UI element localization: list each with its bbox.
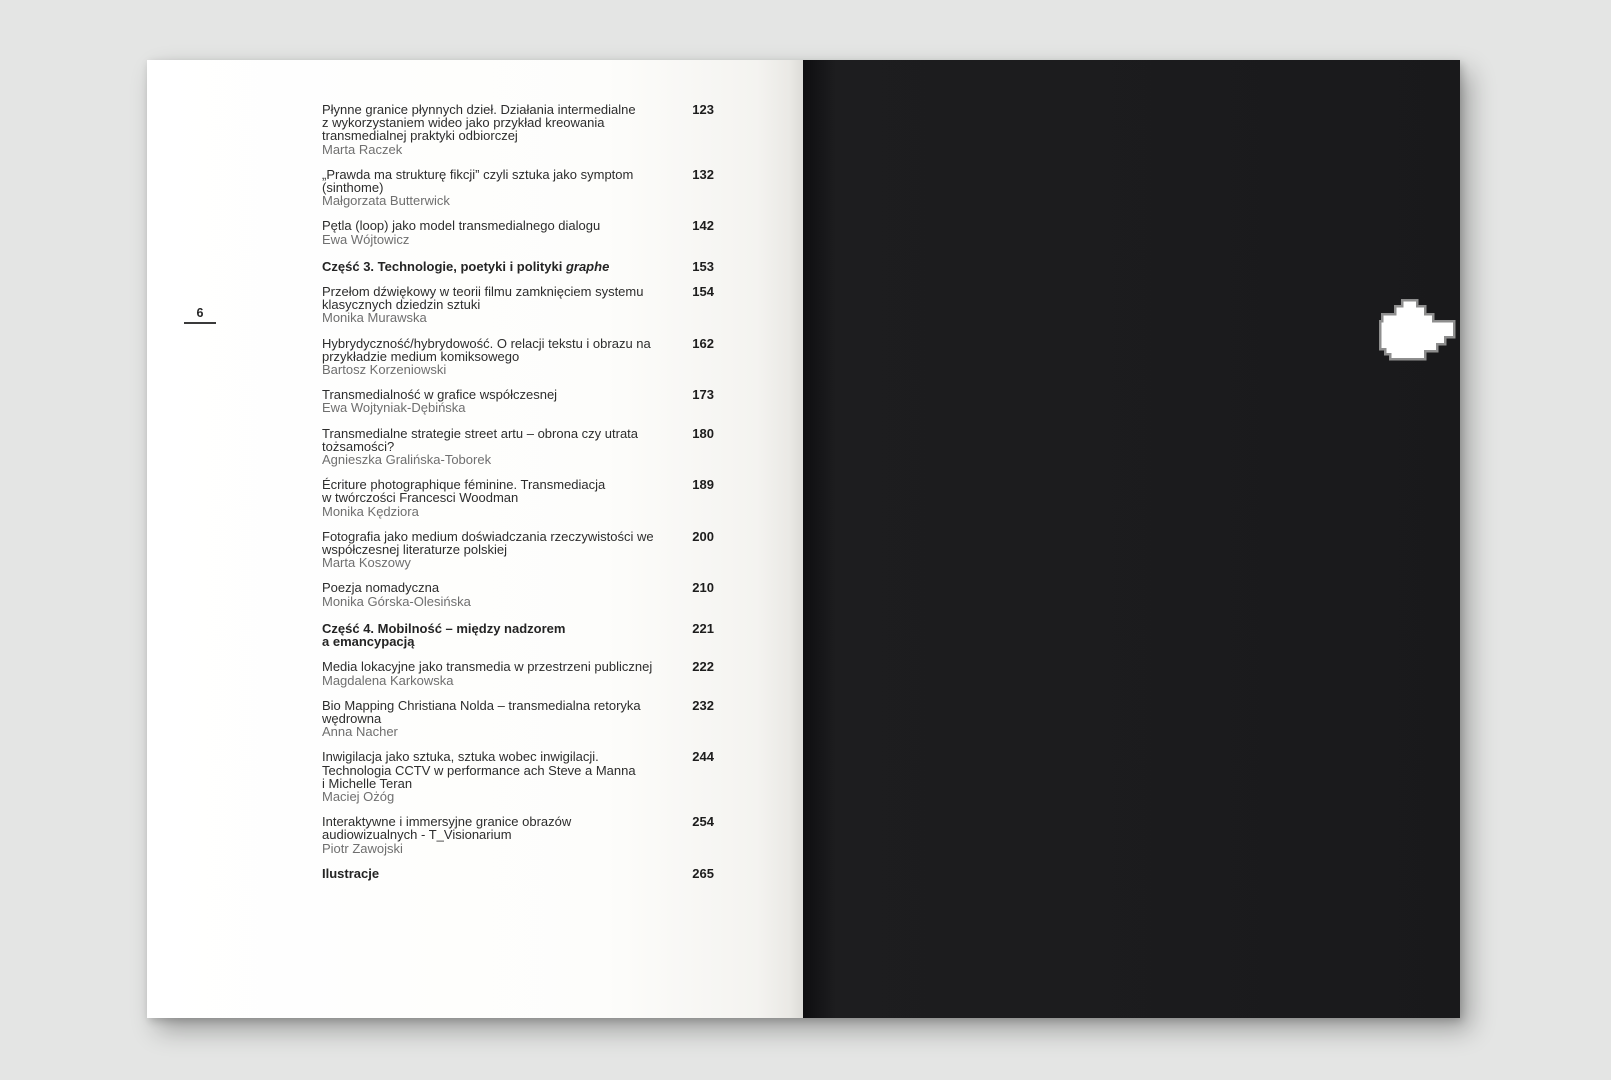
toc-title-line: (sinthome)	[322, 180, 384, 196]
toc-author-line: Ewa Wojtyniak-Dębińska	[322, 400, 466, 416]
toc-title-line: Transmedialność w grafice współczesnej	[322, 387, 558, 403]
toc-entry-text	[322, 815, 670, 855]
page-number: 6	[184, 306, 216, 324]
toc-entry-text	[322, 337, 670, 377]
toc-entry-row	[322, 427, 714, 467]
toc-page-number: 180	[692, 425, 714, 441]
toc-entry-text	[322, 699, 670, 739]
toc-title-line: w twórczości Francesci Woodman	[322, 490, 519, 506]
toc-title-line: z wykorzystaniem wideo jako przykład kreowania	[322, 115, 605, 131]
toc-entry-row	[322, 388, 714, 414]
toc-title-line: Transmedialne strategie street artu – obrona czy utrata	[322, 425, 639, 441]
toc-author-line: Bartosz Korzeniowski	[322, 362, 447, 378]
toc-title-line: Hybrydyczność/hybrydowość. O relacji tekstu i obrazu na	[322, 335, 651, 351]
toc-author-line: Magdalena Karkowska	[322, 672, 454, 688]
toc-entry-row	[322, 219, 714, 245]
toc-author-line: Piotr Zawojski	[322, 840, 403, 856]
toc-entry-row	[322, 699, 714, 739]
toc-entry-row	[322, 581, 714, 607]
toc-page-number: 254	[692, 814, 714, 830]
toc-author-line: Małgorzata Butterwick	[322, 193, 450, 209]
toc-page-number: 221	[692, 620, 714, 636]
toc-title-line: Technologia CCTV w performance ach Steve a Manna	[322, 762, 636, 778]
toc-title-line: współczesnej literaturze polskiej	[322, 542, 507, 558]
toc-author-line: Monika Górska-Olesińska	[322, 593, 471, 609]
toc-page-number: 153	[692, 258, 714, 274]
toc-entry-text	[322, 478, 670, 518]
toc-author-line: Anna Nacher	[322, 724, 398, 740]
toc-title-line: Przełom dźwiękowy w teorii filmu zamknięciem systemu	[322, 284, 644, 300]
toc-entry-text	[322, 530, 670, 570]
toc-page-number: 232	[692, 697, 714, 713]
toc-heading-row	[322, 622, 714, 648]
toc-entry-text	[322, 622, 670, 648]
toc-page-number: 154	[692, 284, 714, 300]
toc-list	[322, 103, 714, 880]
toc-title-line: Bio Mapping Christiana Nolda – transmedialna retoryka	[322, 697, 641, 713]
toc-page	[147, 60, 803, 1018]
toc-title-line: i Michelle Teran	[322, 775, 413, 791]
toc-title-line: Część 3. Technologie, poetyki i polityki graphe	[322, 258, 610, 274]
toc-title-line: Poezja nomadyczna	[322, 580, 440, 596]
toc-entry-text	[322, 581, 670, 607]
toc-title-line: przykładzie medium komiksowego	[322, 348, 520, 364]
book-spread	[147, 60, 1460, 1018]
toc-page-number: 200	[692, 528, 714, 544]
toc-author-line: Marta Koszowy	[322, 555, 411, 571]
toc-entry-text	[322, 867, 670, 880]
toc-entry-text	[322, 168, 670, 208]
toc-title-line: Płynne granice płynnych dzieł. Działania intermedialne	[322, 102, 636, 117]
toc-entry-text	[322, 260, 670, 273]
toc-title-line: Media lokacyjne jako transmedia w przestrzeni publicznej	[322, 659, 653, 675]
toc-title-line: tożsamości?	[322, 438, 395, 454]
toc-page-number: 132	[692, 166, 714, 182]
toc-entry-row	[322, 337, 714, 377]
toc-entry-row	[322, 815, 714, 855]
toc-entry-row	[322, 103, 714, 156]
toc-title-line: wędrowna	[322, 710, 382, 726]
toc-page-number: 162	[692, 335, 714, 351]
toc-page-number: 222	[692, 659, 714, 675]
toc-title-line: Fotografia jako medium doświadczania rzeczywistości we	[322, 528, 654, 544]
toc-entry-text	[322, 660, 670, 686]
toc-title-line: Pętla (loop) jako model transmedialnego dialogu	[322, 218, 601, 234]
toc-page-number: 244	[692, 749, 714, 765]
toc-heading-row	[322, 260, 714, 273]
toc-page-number: 189	[692, 477, 714, 493]
toc-entry-row	[322, 660, 714, 686]
toc-entry-row	[322, 168, 714, 208]
toc-heading-row	[322, 867, 714, 880]
toc-entry-text	[322, 750, 670, 803]
toc-entry-text	[322, 219, 670, 245]
toc-page-number: 265	[692, 865, 714, 881]
toc-title-line: Inwigilacja jako sztuka, sztuka wobec inwigilacji.	[322, 749, 599, 765]
toc-page-number: 123	[692, 102, 714, 117]
toc-title-line: audiowizualnych - T_Visionarium	[322, 827, 512, 843]
toc-author-line: Monika Murawska	[322, 310, 427, 326]
toc-title-line: a emancypacją	[322, 634, 415, 650]
toc-entry-row	[322, 478, 714, 518]
toc-author-line: Maciej Ożóg	[322, 788, 395, 804]
toc-title-line: Interaktywne i immersyjne granice obrazów	[322, 814, 572, 830]
toc-author-line: Agnieszka Gralińska-Toborek	[322, 452, 492, 468]
toc-title-line: „Prawda ma strukturę fikcji” czyli sztuka jako symptom	[322, 166, 634, 182]
toc-title-line: klasycznych dziedzin sztuki	[322, 297, 481, 313]
toc-entry-row	[322, 530, 714, 570]
toc-entry-text	[322, 427, 670, 467]
toc-title-line: Écriture photographique féminine. Transmediacja	[322, 477, 606, 493]
toc-entry-row	[322, 750, 714, 803]
black-facing-page	[803, 60, 1460, 1018]
toc-author-line: Ewa Wójtowicz	[322, 231, 410, 247]
toc-page-number: 173	[692, 387, 714, 403]
toc-title-line: transmedialnej praktyki odbiorczej	[322, 128, 518, 144]
toc-page-number: 142	[692, 218, 714, 234]
toc-entry-text	[322, 388, 670, 414]
toc-author-line: Marta Raczek	[322, 141, 403, 157]
toc-page-number: 210	[692, 580, 714, 596]
toc-author-line: Monika Kędziora	[322, 503, 419, 519]
toc-entry-text	[322, 103, 670, 156]
toc-entry-text	[322, 285, 670, 325]
pixel-hand-pointing-right-icon	[1373, 298, 1457, 362]
toc-title-line: Część 4. Mobilność – między nadzorem	[322, 620, 566, 636]
toc-title-line: Ilustracje	[322, 865, 380, 881]
toc-entry-row	[322, 285, 714, 325]
